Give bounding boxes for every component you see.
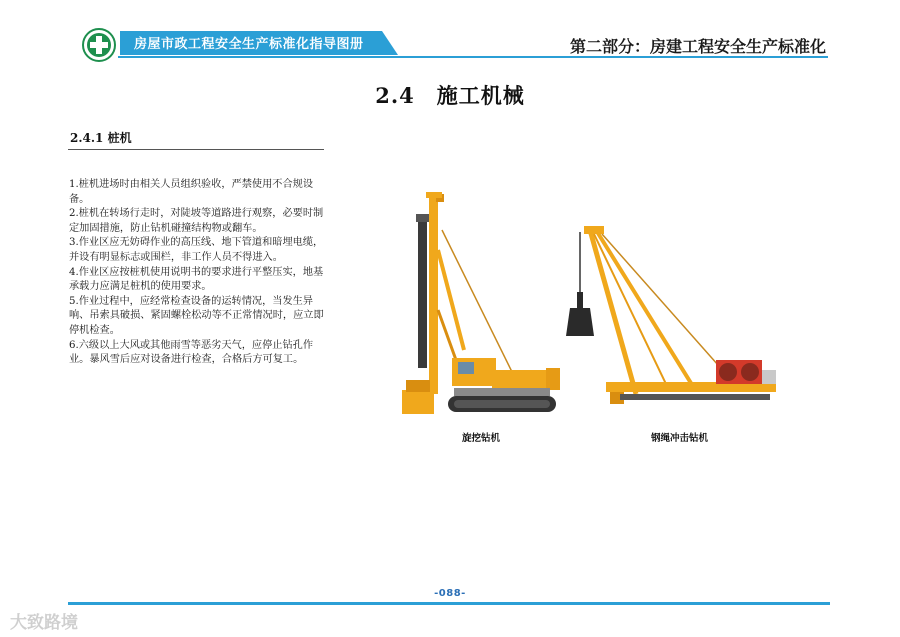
header-divider: [118, 56, 828, 58]
page-number: -088-: [434, 588, 466, 599]
rotary-drilling-rig-image: [396, 190, 566, 422]
percussion-drill-caption: 钢绳冲击钻机: [651, 433, 709, 444]
section-name: 施工机械: [436, 83, 525, 108]
rule-item: 2.桩机在转场行走时，对陡坡等道路进行观察，必要时制定加固措施，防止钻机碰撞结构物或翻车。: [69, 208, 324, 234]
section-number: 2.4: [375, 83, 415, 108]
page-header: [0, 0, 900, 64]
cable-percussion-drill-image: [566, 224, 786, 414]
rule-item: 4.作业区应按桩机使用说明书的要求进行平整压实，地基承载力应满足桩机的使用要求。: [69, 266, 324, 293]
rule-item: 5.作业过程中，应经常检查设备的运转情况，当发生异响、吊索具破损、紧固螺栓松动等不正常情况时，应立即停机检查。: [69, 295, 324, 336]
part-title: 第二部分：房建工程安全生产标准化: [569, 37, 826, 56]
safety-cross-logo-icon: [82, 28, 116, 62]
subsection-divider: [68, 149, 324, 150]
rule-item: 6.六级以上大风或其他雨雪等恶劣天气，应停止钻孔作业。暴风雪后应对设备进行检查，合格后方可复工。: [69, 339, 314, 366]
watermark: 大致路境: [10, 613, 78, 633]
safety-rules-list: [69, 178, 331, 368]
rule-item: 1.桩机进场时由相关人员组织验收，严禁使用不合规设备。: [69, 179, 314, 205]
footer-divider: [68, 602, 830, 605]
subsection-title: 2.4.1 桩机: [70, 131, 132, 145]
handbook-title: 房屋市政工程安全生产标准化指导图册: [134, 37, 364, 52]
rotary-drill-caption: 旋挖钻机: [462, 433, 501, 444]
rule-item: 3.作业区应无妨碍作业的高压线、地下管道和暗埋电缆，并设有明显标志或围栏，非工作人员不得进入。: [69, 237, 324, 263]
section-title: [0, 80, 900, 110]
